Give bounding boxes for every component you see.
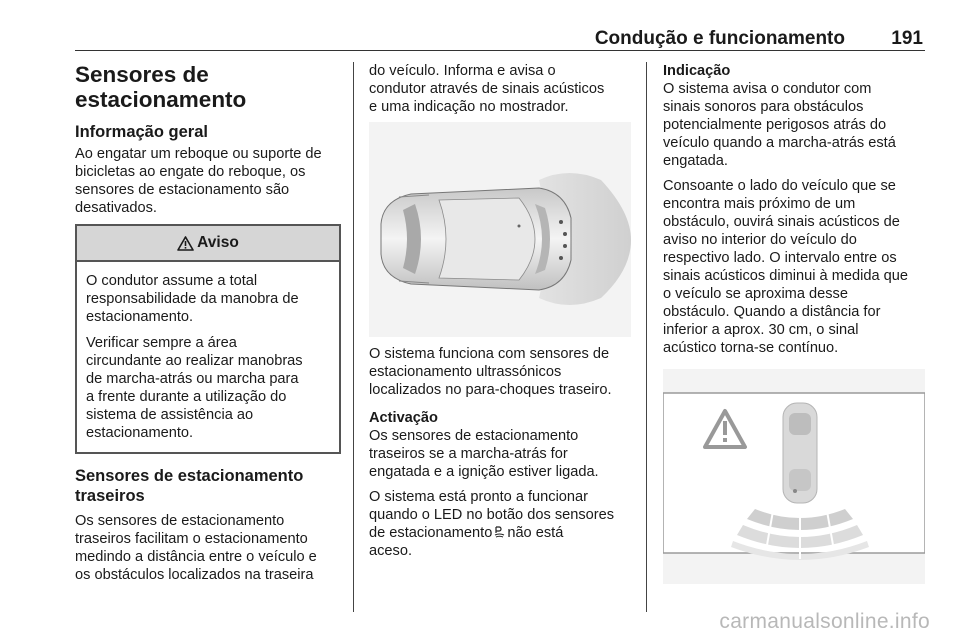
- warning-header: [77, 226, 339, 262]
- page-title: Sensores de estacionamento: [75, 62, 247, 112]
- subheading-activation: Activação: [369, 410, 438, 426]
- display-screen-icon: [663, 369, 925, 584]
- display-indication-illustration: [663, 369, 925, 584]
- warning-paragraph-2: Verificar sempre a área circundante ao realizar manobras de marcha-atrás ou marcha para a frente durante a utilização do sistema de assistência ao estacionamento.: [86, 335, 303, 441]
- paragraph-activation: Os sensores de estacionamento traseiros se a marcha-atrás for engatada e a ignição estiver ligada.: [369, 428, 599, 480]
- column-2: [369, 62, 639, 567]
- section-title: Condução e funcionamento: [594, 28, 845, 49]
- paragraph-indication: O sistema avisa o condutor com sinais sonoros para obstáculos potencialmente perigosos atrás do veículo quando a marcha-atrás está engatada.: [663, 81, 896, 169]
- parking-sensor-icon: [494, 526, 505, 539]
- watermark: carmanualsonline.info: [719, 610, 930, 633]
- warning-box: [75, 224, 341, 454]
- subheading-rear-sensors: Sensores de estacionamento traseiros: [75, 467, 304, 505]
- led-text-start: O sistema está pronto a funcionar quando o LED no botão dos sensores de estacionamento: [369, 489, 615, 541]
- car-sensor-illustration: [369, 122, 631, 337]
- warning-paragraph-1: O condutor assume a total responsabilidade da manobra de estacionamento.: [86, 273, 299, 325]
- paragraph-led-status: [369, 488, 639, 560]
- column-divider-2: [646, 62, 647, 612]
- subheading-general-info: Informação geral: [75, 123, 208, 141]
- column-divider-1: [353, 62, 354, 612]
- car-top-view-icon: [369, 122, 631, 337]
- column-1: [75, 62, 341, 591]
- paragraph-trailer-info: Ao engatar um reboque ou suporte de bicicletas ao engate do reboque, os sensores de estacionamento são desativados.: [75, 146, 322, 216]
- column-3: [663, 62, 931, 584]
- paragraph-ultrasonic: O sistema funciona com sensores de estacionamento ultrassónicos localizados no para-choques traseiro.: [369, 346, 612, 398]
- paragraph-rear-sensors: Os sensores de estacionamento traseiros facilitam o estacionamento medindo a distância entre o veículo e os obstáculos localizados na traseira: [75, 513, 317, 583]
- subheading-indication: Indicação: [663, 63, 731, 79]
- page-number: 191: [891, 28, 923, 49]
- warning-triangle-icon: [177, 236, 194, 251]
- warning-label: Aviso: [197, 234, 239, 251]
- warning-body: [77, 262, 339, 452]
- paragraph-acoustic-signals: Consoante o lado do veículo que se encontra mais próximo de um obstáculo, ouvirá sinais acústicos de aviso no interior do veículo do respectivo lado. O intervalo entre os sinais acústicos diminui à medida que o veículo se aproxima desse obstáculo. Quando a distância for inferior a aprox. 30 cm, o sinal acústico torna-se contínuo.: [663, 178, 908, 356]
- led-text-end: não está aceso.: [369, 525, 564, 559]
- paragraph-continued: do veículo. Informa e avisa o condutor através de sinais acústicos e uma indicação no mostrador.: [369, 63, 605, 115]
- page-header: [75, 28, 925, 51]
